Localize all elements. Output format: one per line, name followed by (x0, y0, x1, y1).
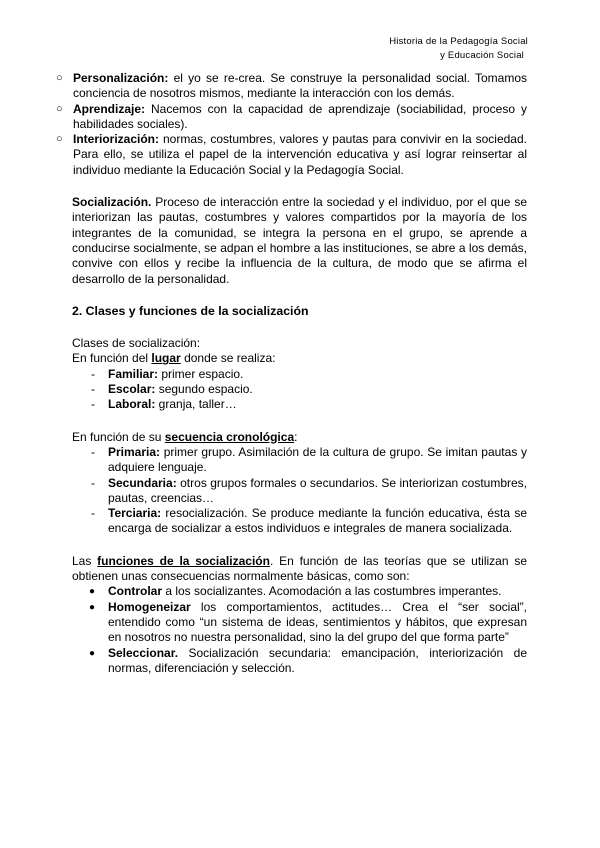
list-item-text: otros grupos formales o secundarios. Se interiorizan costumbres, pautas, creencias… (108, 475, 527, 505)
header-line-2: y Educación Social (440, 50, 524, 61)
filled-bullet-icon: ● (89, 586, 96, 598)
list-item-term: Seleccionar. (108, 645, 179, 660)
list-item-text: normas, costumbres, valores y pautas para convivir en la sociedad. Para ello, se utiliza el papel de la intervención educativa y así lograr reinsertar al individuo mediante la Educación Social y la Pedagogía Social. (73, 132, 527, 177)
list-item (0, 71, 527, 102)
dash-bullet-icon: - (91, 444, 95, 459)
clases-intro: Clases de socialización: (72, 336, 201, 351)
list-item-text: primer espacio. (158, 366, 244, 381)
lugar-term: lugar (151, 351, 181, 366)
list-item-text: primer grupo. Asimilación de la cultura de grupo. Se imitan pautas y adquiere lenguaje. (108, 444, 527, 475)
secuencia-post: : (294, 429, 298, 444)
lugar-intro (72, 351, 527, 366)
document-body (56, 71, 527, 676)
circle-bullet-icon: ○ (56, 102, 63, 115)
dash-bullet-icon: - (91, 382, 95, 397)
list-item (72, 476, 527, 507)
list-item (72, 506, 527, 537)
secuencia-term: secuencia cronológica (164, 429, 295, 444)
definition-text: Proceso de interacción entre la sociedad y el individuo, por el que se interiorizan las pautas, costumbres y valores compartidos por la mayoría de los integrantes de la comunidad, se integra la persona en el grupo, se aprende a conducirse socialmente, se adpan el hombre a las instituciones, se abre a los demás, convive con ellos y recibe la influencia de la cultura, de modo que se afirma el desarrollo de la personalidad. (72, 195, 527, 286)
list-item-text: los comportamientos, actitudes… Crea el “ser social”, entendido como “un sistema de ideas, sentimientos y hábitos, que expresan en nosotros no nuestra personalidad, sino la del grupo del que forma parte” (108, 599, 527, 645)
list-item-text: resocialización. Se produce mediante la función educativa, ésta se encarga de socializar a estos individuos e integrales de manera socializada. (108, 506, 527, 536)
funciones-pre: Las (72, 553, 98, 568)
section-heading: 2. Clases y funciones de la socialización (72, 303, 309, 318)
list-item-term: Terciaria: (108, 506, 162, 521)
filled-bullet-icon: ● (89, 647, 96, 659)
list-item-text: a los socializantes. Acomodación a las costumbres imperantes. (162, 584, 502, 599)
dash-bullet-icon: - (91, 366, 95, 381)
funciones-intro (72, 554, 527, 585)
dash-bullet-icon: - (91, 397, 95, 412)
list-item-term: Homogeneizar (108, 599, 191, 614)
list-item (72, 382, 527, 397)
list-item-text: Nacemos con la capacidad de aprendizaje (sociabilidad, proceso y habilidades sociales). (73, 101, 527, 131)
secuencia-pre: En función de su (72, 429, 165, 444)
dash-bullet-icon: - (91, 475, 95, 490)
list-item-term: Primaria: (108, 444, 161, 459)
list-item-text: Socialización secundaria: emancipación, interiorización de normas, diferenciación y selección. (108, 645, 527, 675)
list-item (72, 646, 527, 677)
list-item-term: Aprendizaje: (73, 101, 146, 116)
secuencia-intro (72, 430, 527, 445)
list-item-term: Secundaria: (108, 475, 177, 490)
list-item-text: granja, taller… (155, 397, 237, 412)
list-item (72, 445, 527, 476)
circle-bullet-icon: ○ (56, 72, 63, 84)
running-header (389, 35, 528, 63)
list-item (72, 397, 527, 412)
list-item-text: segundo espacio. (155, 382, 253, 397)
header-line-1: Historia de la Pedagogía Social (389, 36, 528, 47)
funciones-post: . En función de las teorías que se utilizan se obtienen unas consecuencias normalmente básicas, como son: (72, 553, 527, 584)
circle-bullet-icon: ○ (56, 133, 63, 146)
funciones-term: funciones de la socialización (97, 553, 270, 568)
lugar-post: donde se realiza: (180, 351, 276, 366)
list-item (72, 600, 527, 646)
socializacion-paragraph (72, 195, 527, 287)
list-item-term: Controlar (108, 584, 162, 599)
list-item-text: el yo se re-crea. Se construye la personalidad social. Tomamos conciencia de nosotros mismos, mediante la interacción con los demás. (73, 71, 527, 101)
list-item (0, 132, 527, 178)
definition-term: Socialización. (72, 195, 152, 210)
list-item-term: Personalización: (73, 71, 169, 85)
list-item-term: Escolar: (108, 382, 156, 397)
lugar-pre: En función del (72, 351, 152, 366)
filled-bullet-icon: ● (89, 601, 96, 613)
list-item (0, 102, 527, 133)
list-item (72, 584, 527, 599)
list-item-term: Interiorización: (73, 132, 160, 147)
list-item-term: Laboral: (108, 397, 156, 412)
list-item-term: Familiar: (108, 366, 159, 381)
list-item (72, 367, 527, 382)
dash-bullet-icon: - (91, 506, 95, 521)
